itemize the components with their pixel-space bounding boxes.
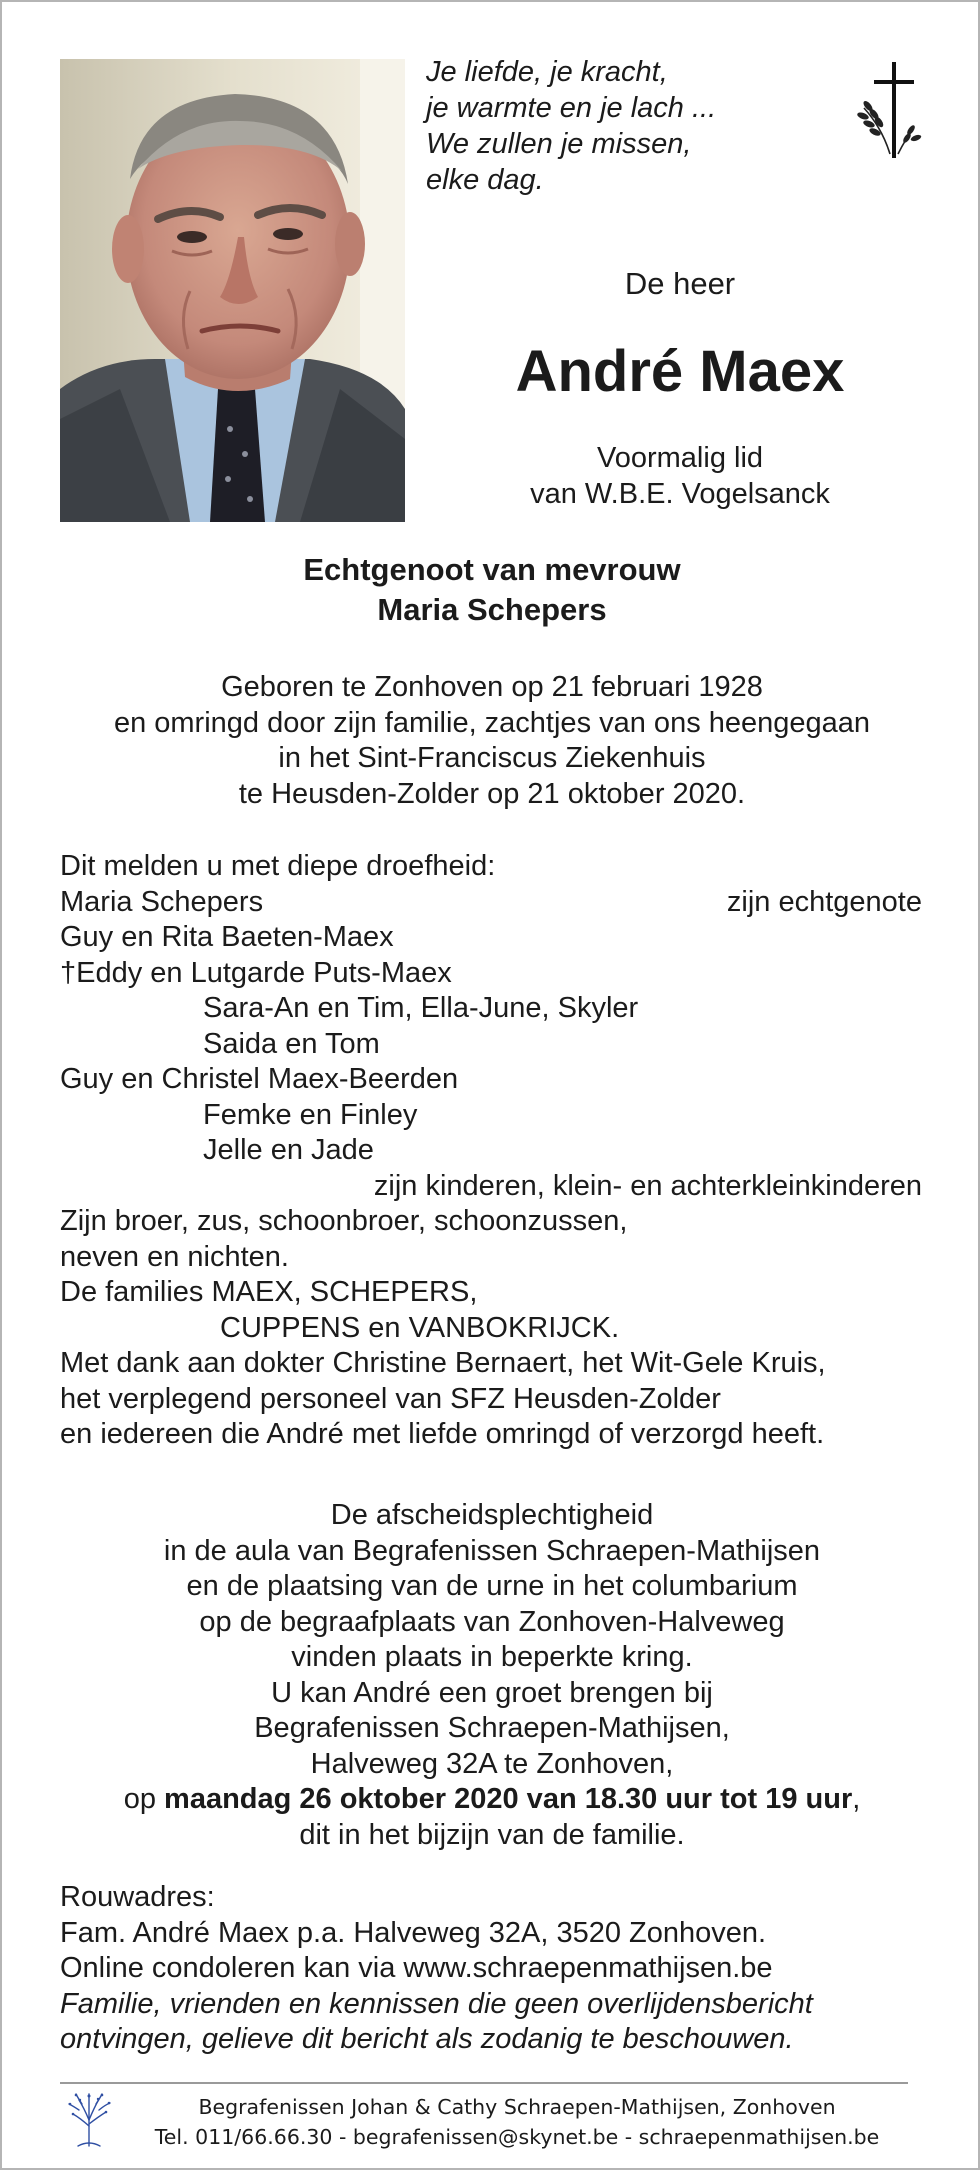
family-grandchildren: Femke en Finley (203, 1098, 418, 1131)
thanks-line: het verplegend personeel van SFZ Heusden-Zolder (60, 1382, 721, 1415)
poem-line: elke dag. (426, 164, 544, 196)
family-announcement (60, 849, 922, 1453)
date-suffix: , (852, 1783, 861, 1815)
spouse-line: Echtgenoot van mevrouw (303, 552, 681, 587)
visitation-date (42, 1782, 942, 1818)
address-line: Fam. André Maex p.a. Halveweg 32A, 3520 Zonhoven. (60, 1916, 767, 1949)
footer-line-1: Begrafenissen Johan & Cathy Schraepen-Mathijsen, Zonhoven (198, 2095, 836, 2119)
thanks-line: Met dank aan dokter Christine Bernaert, het Wit-Gele Kruis, (60, 1347, 826, 1379)
poem-line: Je liefde, je kracht, (426, 56, 668, 88)
former-role (458, 440, 902, 512)
footer-divider (60, 2082, 908, 2084)
date-prefix: op (123, 1783, 165, 1815)
cross-with-wheat-icon (854, 58, 926, 167)
date-bold: maandag 26 oktober 2020 van 18.30 uur tot 19 uur (164, 1783, 853, 1815)
birth-line: in het Sint-Franciscus Ziekenhuis (278, 742, 706, 774)
funeral-line: op de begraafplaats van Zonhoven-Halveweg (199, 1605, 785, 1638)
role-line: van W.B.E. Vogelsanck (530, 478, 830, 510)
spouse-line: Maria Schepers (377, 592, 607, 627)
thanks-line: en iedereen die André met liefde omringd of verzorgd heeft. (60, 1418, 825, 1450)
family-member: Guy en Christel Maex-Beerden (60, 1063, 459, 1095)
notice-note: ontvingen, gelieve dit bericht als zodanig te beschouwen. (60, 2023, 794, 2055)
poem-line: We zullen je missen, (426, 128, 692, 160)
family-children-relation: zijn kinderen, klein- en achterkleinkinderen (373, 1169, 922, 1202)
family-grandchildren: Jelle en Jade (203, 1134, 374, 1166)
family-siblings: Zijn broer, zus, schoonbroer, schoonzussen, (60, 1205, 628, 1237)
family-grandchildren: Sara-An en Tim, Ella-June, Skyler (203, 992, 639, 1024)
mourning-address (60, 1880, 940, 2058)
funeral-line: vinden plaats in beperkte kring. (291, 1641, 693, 1673)
notice-note: Familie, vrienden en kennissen die geen overlijdensbericht (60, 1987, 813, 2020)
family-siblings: neven en nichten. (60, 1240, 289, 1273)
birth-line: Geboren te Zonhoven op 21 februari 1928 (221, 671, 763, 703)
birth-line: te Heusden-Zolder op 21 oktober 2020. (238, 777, 746, 810)
family-member: †Eddy en Lutgarde Puts-Maex (60, 956, 452, 989)
funeral-line: en de plaatsing van de urne in het columbarium (186, 1570, 798, 1602)
funeral-line: De afscheidsplechtigheid (330, 1499, 654, 1531)
funeral-line: Halveweg 32A te Zonhoven, (310, 1747, 674, 1780)
funeral-line: in de aula van Begrafenissen Schraepen-Mathijsen (163, 1534, 821, 1567)
deceased-name: André Maex (515, 339, 845, 404)
spouse-heading (42, 550, 942, 630)
role-line: Voormalig lid (596, 442, 764, 474)
family-families: CUPPENS en VANBOKRIJCK. (220, 1311, 620, 1344)
funeral-line: Begrafenissen Schraepen-Mathijsen, (254, 1712, 730, 1744)
poem (426, 54, 806, 198)
birth-line: en omringd door zijn familie, zachtjes van ons heengegaan (113, 706, 871, 739)
family-spouse-relation: zijn echtgenote (726, 885, 922, 918)
honorific-title: De heer (624, 266, 736, 301)
funeral-home-footer (122, 2092, 912, 2152)
funeral-details (42, 1498, 942, 1853)
family-spouse-row (60, 885, 922, 921)
address-label: Rouwadres: (60, 1881, 215, 1913)
portrait-photo (60, 59, 405, 522)
family-families: De families MAEX, SCHEPERS, (60, 1276, 478, 1308)
family-intro: Dit melden u met diepe droefheid: (60, 850, 496, 882)
poem-line: je warmte en je lach ... (426, 92, 717, 124)
family-spouse-name: Maria Schepers (60, 885, 264, 918)
funeral-line: U kan André een groet brengen bij (271, 1676, 713, 1709)
funeral-closing: dit in het bijzijn van de familie. (299, 1818, 685, 1851)
family-member: Guy en Rita Baeten-Maex (60, 921, 394, 953)
family-grandchildren: Saida en Tom (203, 1027, 380, 1060)
birth-death-text (42, 670, 942, 812)
tree-logo-icon (64, 2090, 114, 2153)
online-condolence: Online condoleren kan via www.schraepenmathijsen.be (60, 1952, 773, 1984)
footer-line-2: Tel. 011/66.66.30 - begrafenissen@skynet.be - schraepenmathijsen.be (154, 2125, 880, 2149)
